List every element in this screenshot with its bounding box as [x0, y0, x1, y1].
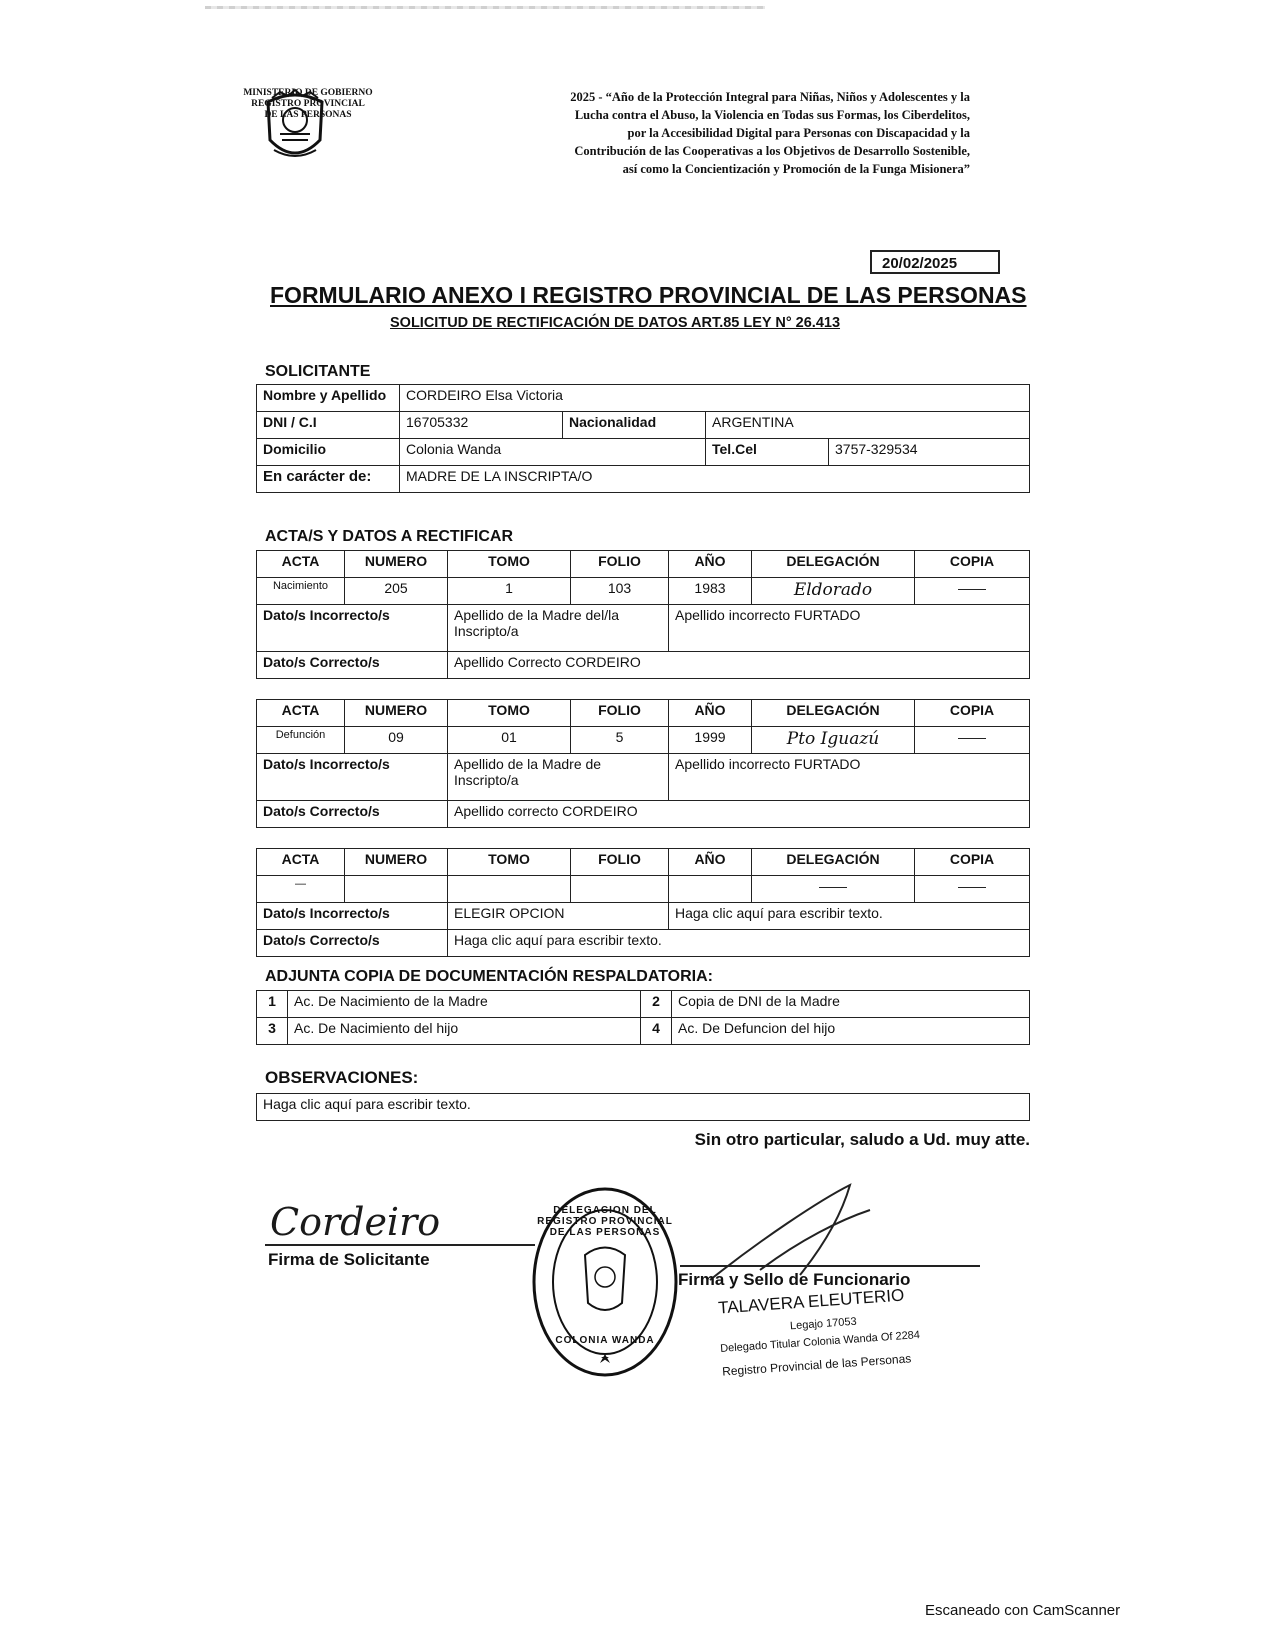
- acta-table-1: [256, 550, 1030, 679]
- acta-delegacion[interactable]: Eldorado: [752, 578, 915, 605]
- adjunta-item[interactable]: Ac. De Defuncion del hijo: [672, 1018, 1030, 1045]
- adjunta-number: 1: [257, 991, 288, 1018]
- header-acta: ACTA: [257, 849, 345, 876]
- domicilio-label: Domicilio: [257, 439, 400, 466]
- header-copia: COPIA: [915, 849, 1030, 876]
- tel-value[interactable]: 3757-329534: [829, 439, 1030, 466]
- observaciones-field[interactable]: Haga clic aquí para escribir texto.: [257, 1094, 1030, 1121]
- header-acta: ACTA: [257, 700, 345, 727]
- solicitante-heading: SOLICITANTE: [265, 363, 371, 380]
- header-numero: NUMERO: [345, 551, 448, 578]
- dato-incorrecto[interactable]: Apellido incorrecto FURTADO: [669, 754, 1030, 801]
- form-subtitle: SOLICITUD DE RECTIFICACIÓN DE DATOS ART.85 LEY N° 26.413: [390, 315, 841, 331]
- ministry-name: [238, 88, 378, 121]
- official-seal: [530, 1185, 680, 1380]
- acta-folio[interactable]: 5: [571, 727, 669, 754]
- header-acta: ACTA: [257, 551, 345, 578]
- solicitante-table: [256, 384, 1030, 493]
- acta-type[interactable]: Defunción: [257, 727, 345, 754]
- adjunta-number: 2: [641, 991, 672, 1018]
- header-numero: NUMERO: [345, 849, 448, 876]
- form-title: FORMULARIO ANEXO I REGISTRO PROVINCIAL DE LAS PERSONAS: [270, 282, 1027, 308]
- dato-campo[interactable]: Apellido de la Madre del/la Inscripto/a: [448, 605, 669, 652]
- acta-tomo[interactable]: 1: [448, 578, 571, 605]
- header-delegacion: DELEGACIÓN: [752, 551, 915, 578]
- acta-anio[interactable]: 1983: [669, 578, 752, 605]
- acta-tomo[interactable]: [448, 876, 571, 903]
- dato-correcto[interactable]: Apellido Correcto CORDEIRO: [448, 652, 1030, 679]
- header-tomo: TOMO: [448, 700, 571, 727]
- acta-numero[interactable]: 205: [345, 578, 448, 605]
- seal-outer-text: DELEGACION DEL REGISTRO PROVINCIAL DE LAS PERSONAS: [537, 1205, 673, 1238]
- header-anio: AÑO: [669, 849, 752, 876]
- form-date: 20/02/2025: [870, 250, 1000, 274]
- caracter-label: En carácter de:: [257, 466, 400, 493]
- applicant-signature-line: [265, 1244, 535, 1246]
- observaciones-table: [256, 1093, 1030, 1121]
- incorrect-label: Dato/s Incorrecto/s: [257, 903, 448, 930]
- adjunta-table: [256, 990, 1030, 1045]
- adjunta-item[interactable]: Copia de DNI de la Madre: [672, 991, 1030, 1018]
- dato-correcto[interactable]: Apellido correcto CORDEIRO: [448, 801, 1030, 828]
- nacionalidad-label: Nacionalidad: [563, 412, 706, 439]
- acta-delegacion[interactable]: Pto Iguazú: [752, 727, 915, 754]
- acta-numero[interactable]: [345, 876, 448, 903]
- correct-label: Dato/s Correcto/s: [257, 652, 448, 679]
- acta-tomo[interactable]: 01: [448, 727, 571, 754]
- applicant-signature: Cordeiro: [270, 1200, 441, 1244]
- header-folio: FOLIO: [571, 849, 669, 876]
- dni-value[interactable]: 16705332: [400, 412, 563, 439]
- adjunta-number: 4: [641, 1018, 672, 1045]
- header-delegacion: DELEGACIÓN: [752, 849, 915, 876]
- scan-artifact: [205, 6, 765, 9]
- caracter-value[interactable]: MADRE DE LA INSCRIPTA/O: [400, 466, 1030, 493]
- acta-copia[interactable]: ——: [915, 727, 1030, 754]
- adjunta-number: 3: [257, 1018, 288, 1045]
- acta-anio[interactable]: [669, 876, 752, 903]
- acta-folio[interactable]: 103: [571, 578, 669, 605]
- acta-delegacion[interactable]: ——: [752, 876, 915, 903]
- year-motto: 2025 - “Año de la Protección Integral para Niñas, Niños y Adolescentes y la Lucha contra el Abuso, la Violencia en Todas sus Formas, los Ciberdelitos, por la Accesibilidad Digital para Personas con Discapacidad y la Contribución de las Cooperativas a los Objetivos de Desarrollo Sostenible, así como la Concientización y Promoción de la Funga Misionera”: [570, 90, 970, 176]
- incorrect-label: Dato/s Incorrecto/s: [257, 754, 448, 801]
- official-cargo: Delegado Titular Colonia Wanda Of 2284: [719, 1329, 921, 1355]
- acta-copia[interactable]: ——: [915, 876, 1030, 903]
- acta-copia[interactable]: ——: [915, 578, 1030, 605]
- header-copia: COPIA: [915, 700, 1030, 727]
- nombre-label: Nombre y Apellido: [257, 385, 400, 412]
- nacionalidad-value[interactable]: ARGENTINA: [706, 412, 1030, 439]
- official-signature-label: Firma y Sello de Funcionario: [678, 1270, 911, 1289]
- header-tomo: TOMO: [448, 551, 571, 578]
- adjunta-item[interactable]: Ac. De Nacimiento del hijo: [288, 1018, 641, 1045]
- header-anio: AÑO: [669, 551, 752, 578]
- domicilio-value[interactable]: Colonia Wanda: [400, 439, 706, 466]
- observaciones-heading: OBSERVACIONES:: [265, 1068, 419, 1087]
- header-anio: AÑO: [669, 700, 752, 727]
- actas-heading: ACTA/S Y DATOS A RECTIFICAR: [265, 528, 514, 545]
- dato-campo[interactable]: Apellido de la Madre de Inscripto/a: [448, 754, 669, 801]
- correct-label: Dato/s Correcto/s: [257, 801, 448, 828]
- dni-label: DNI / C.I: [257, 412, 400, 439]
- dato-incorrecto[interactable]: Haga clic aquí para escribir texto.: [669, 903, 1030, 930]
- official-legajo: Legajo 17053: [789, 1315, 858, 1333]
- acta-anio[interactable]: 1999: [669, 727, 752, 754]
- closing-text: Sin otro particular, saludo a Ud. muy atte.: [694, 1130, 1030, 1149]
- incorrect-label: Dato/s Incorrecto/s: [257, 605, 448, 652]
- header-delegacion: DELEGACIÓN: [752, 700, 915, 727]
- acta-type[interactable]: Nacimiento: [257, 578, 345, 605]
- correct-label: Dato/s Correcto/s: [257, 930, 448, 957]
- applicant-signature-label: Firma de Solicitante: [268, 1250, 430, 1269]
- official-name: TALAVERA ELEUTERIO: [717, 1285, 905, 1318]
- acta-table-2: [256, 699, 1030, 828]
- acta-numero[interactable]: 09: [345, 727, 448, 754]
- nombre-value[interactable]: CORDEIRO Elsa Victoria: [400, 385, 1030, 412]
- header-tomo: TOMO: [448, 849, 571, 876]
- acta-table-3: [256, 848, 1030, 957]
- header-folio: FOLIO: [571, 551, 669, 578]
- header-copia: COPIA: [915, 551, 1030, 578]
- official-org: Registro Provincial de las Personas: [721, 1351, 912, 1379]
- ministry-line-1: MINISTERIO DE GOBIERNO: [243, 88, 373, 98]
- ministry-line-3: DE LAS PERSONAS: [264, 110, 352, 120]
- dato-campo-select[interactable]: ELEGIR OPCION: [448, 903, 669, 930]
- header-folio: FOLIO: [571, 700, 669, 727]
- acta-type[interactable]: —: [257, 876, 345, 903]
- header-numero: NUMERO: [345, 700, 448, 727]
- official-signature-line: [680, 1265, 980, 1267]
- adjunta-heading: ADJUNTA COPIA DE DOCUMENTACIÓN RESPALDATORIA:: [265, 968, 713, 985]
- seal-inner-text: COLONIA WANDA: [555, 1335, 655, 1346]
- acta-folio[interactable]: [571, 876, 669, 903]
- dato-incorrecto[interactable]: Apellido incorrecto FURTADO: [669, 605, 1030, 652]
- tel-label: Tel.Cel: [706, 439, 829, 466]
- ministry-line-2: REGISTRO PROVINCIAL: [251, 99, 365, 109]
- scanner-watermark: Escaneado con CamScanner: [925, 1602, 1121, 1619]
- dato-correcto[interactable]: Haga clic aquí para escribir texto.: [448, 930, 1030, 957]
- adjunta-item[interactable]: Ac. De Nacimiento de la Madre: [288, 991, 641, 1018]
